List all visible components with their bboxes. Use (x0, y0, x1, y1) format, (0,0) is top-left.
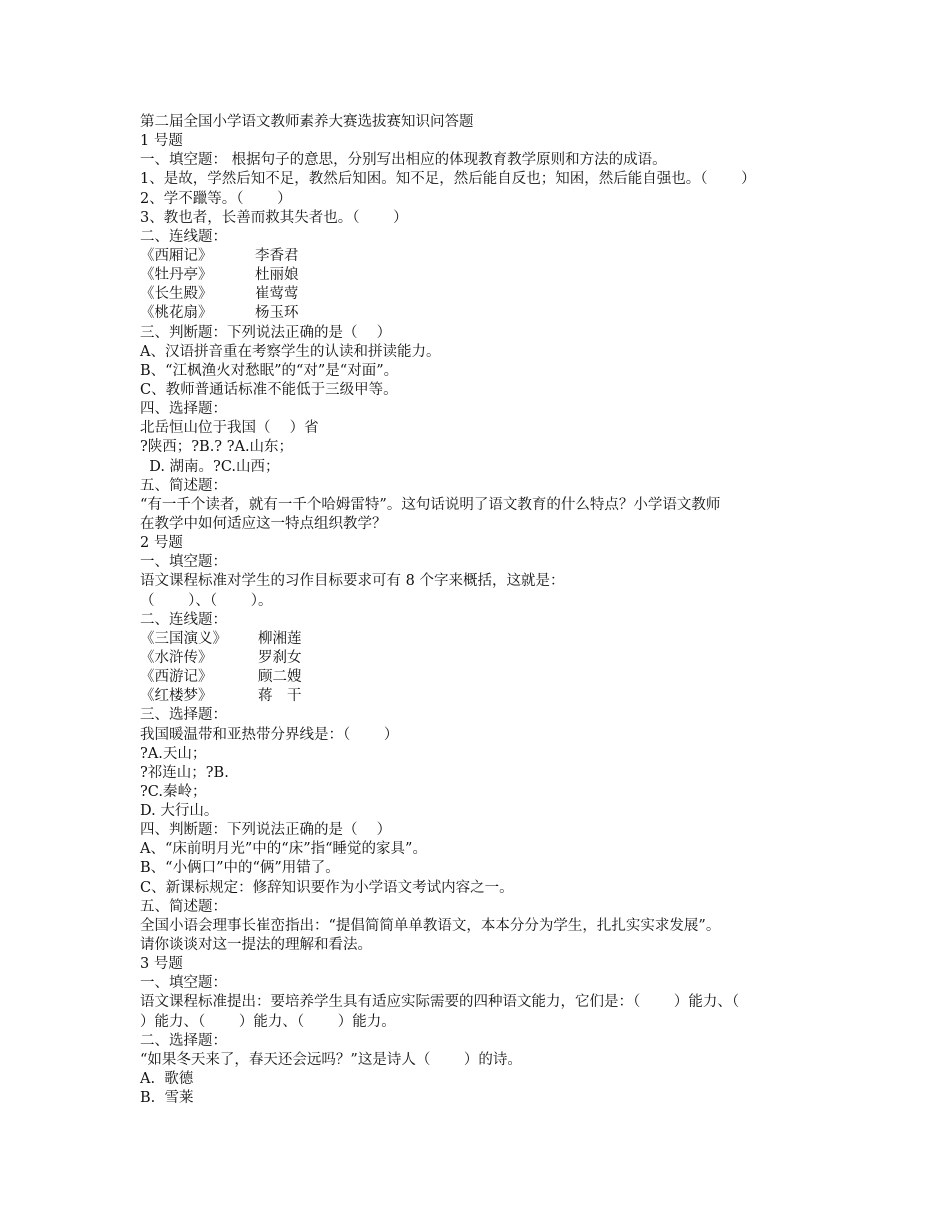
s2-fill-answer: （ ）、（ ）。 (140, 592, 273, 609)
s2-match-row (140, 630, 820, 649)
match-right: 罗刹女 (258, 649, 302, 666)
s2-judge-a: A、“床前明月光”中的“床”指“睡觉的家具”。 (140, 841, 427, 858)
match-left: 《长生殿》 (140, 286, 213, 303)
s2-choice-question: 我国暖温带和亚热带分界线是：（ ） (140, 726, 399, 743)
s1-match-row (140, 266, 820, 285)
s1-choice-options-2: D. 湖南。?C.山西； (140, 458, 280, 475)
match-right: 李香君 (255, 247, 299, 264)
s2-judge-b: B、“小俩口”中的“俩”用错了。 (140, 860, 340, 877)
s1-fill-title: 一、填空题： 根据句子的意思，分别写出相应的体现教育教学原则和方法的成语。 (140, 152, 667, 169)
match-right: 蒋 干 (258, 688, 302, 705)
section-3-heading: 3 号题 (140, 956, 183, 973)
s1-choice-options-1: ?陕西；?B.? ?A.山东； (140, 439, 294, 456)
match-left: 《红楼梦》 (140, 688, 213, 705)
match-right: 顾二嫂 (258, 669, 302, 686)
s3-choice-question: “如果冬天来了，春天还会远吗？”这是诗人（ ）的诗。 (140, 1051, 522, 1068)
match-left: 《桃花扇》 (140, 305, 213, 322)
match-right: 柳湘莲 (258, 630, 302, 647)
match-left: 《西游记》 (140, 669, 213, 686)
s1-fill-item-1: 1、是故，学然后知不足，教然后知困。知不足，然后能自反也；知困，然后能自强也。（ ） (140, 171, 756, 188)
s2-choice-option-4: D. 大行山。 (140, 803, 219, 820)
s1-essay-title: 五、简述题： (140, 477, 227, 494)
s1-match-title: 二、连线题： (140, 228, 227, 245)
s2-choice-option-3: ?C.秦岭； (140, 783, 207, 800)
s3-choice-b: B. 雪莱 (140, 1090, 194, 1107)
s2-essay-line-2: 请你谈谈对这一提法的理解和看法。 (140, 937, 372, 954)
s2-choice-title: 三、选择题： (140, 707, 227, 724)
s2-match-row (140, 668, 820, 687)
s2-choice-option-1: ?A.天山； (140, 745, 207, 762)
s3-fill-title: 一、填空题： (140, 975, 227, 992)
s3-choice-title: 二、选择题： (140, 1032, 227, 1049)
s1-match-row (140, 304, 820, 323)
s1-essay-line-1: “有一千个读者，就有一千个哈姆雷特”。这句话说明了语文教育的什么特点？小学语文教师 (140, 496, 721, 513)
match-right: 杜丽娘 (255, 267, 299, 284)
s3-fill-line-1: 语文课程标准提出：要培养学生具有适应实际需要的四种语文能力，它们是：（ ）能力、（ (140, 994, 740, 1011)
s2-essay-line-1: 全国小语会理事长崔峦指出：“提倡简简单单教语文，本本分分为学生，扎扎实实求发展”。 (140, 917, 721, 934)
s2-judge-c: C、新课标规定：修辞知识要作为小学语文考试内容之一。 (140, 879, 514, 896)
s1-judge-c: C、教师普通话标准不能低于三级甲等。 (140, 381, 398, 398)
s2-choice-option-2: ?祁连山；?B. (140, 764, 229, 781)
s2-essay-title: 五、简述题： (140, 898, 227, 915)
match-left: 《水浒传》 (140, 649, 213, 666)
s1-choice-title: 四、选择题： (140, 401, 227, 418)
section-1-heading: 1 号题 (140, 133, 183, 150)
s3-fill-line-2: ）能力、（ ）能力、（ ）能力。 (140, 1013, 396, 1030)
s2-match-title: 二、连线题： (140, 611, 227, 628)
s1-fill-item-3: 3、教也者，长善而救其失者也。（ ） (140, 209, 408, 226)
section-2-heading: 2 号题 (140, 535, 183, 552)
s2-fill-question: 语文课程标准对学生的习作目标要求可有 8 个字来概括，这就是： (140, 573, 565, 590)
document-page (140, 113, 820, 1108)
match-left: 《西厢记》 (140, 247, 213, 264)
s2-match-row (140, 649, 820, 668)
s2-fill-title: 一、填空题： (140, 554, 227, 571)
document-title: 第二届全国小学语文教师素养大赛选拔赛知识问答题 (140, 114, 474, 130)
s1-essay-line-2: 在教学中如何适应这一特点组织教学？ (140, 515, 387, 532)
match-right: 杨玉环 (255, 305, 299, 322)
s2-match-row (140, 687, 820, 706)
s1-judge-b: B、“江枫渔火对愁眠”的“对”是“对面”。 (140, 362, 399, 379)
s1-judge-title: 三、判断题：下列说法正确的是（ ） (140, 324, 392, 341)
match-left: 《牡丹亭》 (140, 267, 213, 284)
match-right: 崔莺莺 (255, 286, 299, 303)
s1-match-row (140, 285, 820, 304)
s3-choice-a: A. 歌德 (140, 1071, 194, 1088)
match-left: 《三国演义》 (140, 630, 227, 647)
s2-judge-title: 四、判断题：下列说法正确的是（ ） (140, 822, 392, 839)
s1-choice-question: 北岳恒山位于我国（ ）省 (140, 420, 319, 437)
s1-fill-item-2: 2、学不躐等。（ ） (140, 190, 292, 207)
s1-judge-a: A、汉语拼音重在考察学生的认读和拼读能力。 (140, 343, 441, 360)
s1-match-row (140, 247, 820, 266)
